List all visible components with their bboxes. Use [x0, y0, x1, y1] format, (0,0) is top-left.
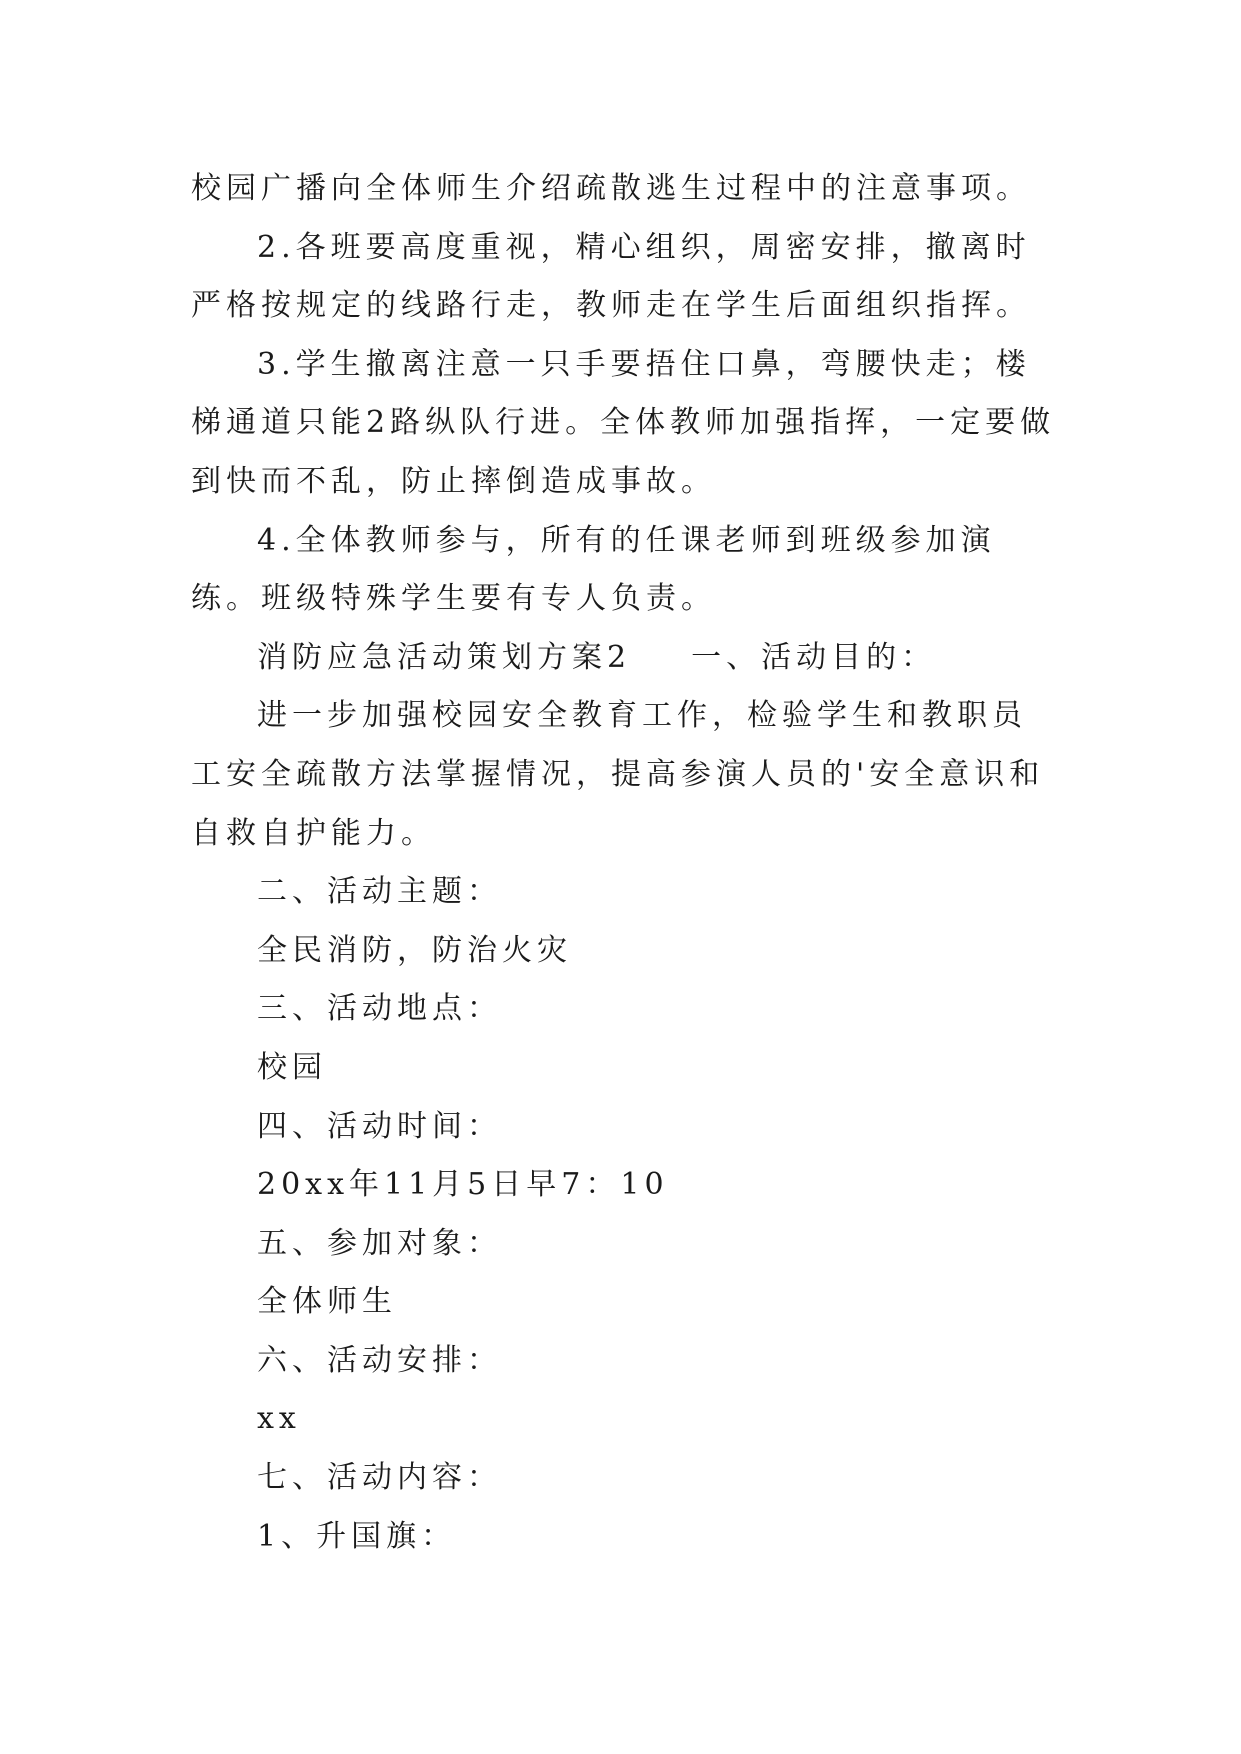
heading-arrangement: 六、活动安排：	[257, 1342, 502, 1378]
paragraph-point-3: 3.学生撤离注意一只手要捂住口鼻，弯腰快走；楼梯通道只能2路纵队行进。全体教师加强指挥，一定要做到快而不乱，防止摔倒造成事故。	[191, 346, 1056, 499]
heading-participants: 五、参加对象：	[257, 1225, 502, 1261]
paragraph-point-4: 4.全体教师参与，所有的任课老师到班级参加演练。班级特殊学生要有专人负责。	[191, 522, 996, 617]
value-arrangement: xx	[257, 1401, 301, 1437]
content-item-1: 1、升国旗：	[257, 1518, 457, 1554]
value-theme: 全民消防，防治火灾	[257, 932, 572, 968]
heading-theme: 二、活动主题：	[257, 874, 502, 910]
value-time: 20xx年11月5日早7：10	[257, 1167, 669, 1203]
paragraph-point-2: 2.各班要高度重视，精心组织，周密安排，撤离时严格按规定的线路行走，教师走在学生后面组织指挥。	[191, 229, 1031, 324]
heading-content: 七、活动内容：	[257, 1460, 502, 1496]
text-column	[191, 160, 1061, 1566]
purpose-heading: 一、活动目的：	[691, 639, 937, 675]
paragraph-purpose: 进一步加强校园安全教育工作，检验学生和教职员工安全疏散方法掌握情况，提高参演人员的'安全意识和自救自护能力。	[191, 698, 1045, 851]
section-title-text: 消防应急活动策划方案2	[257, 639, 632, 675]
heading-location: 三、活动地点：	[257, 991, 502, 1027]
paragraph-broadcast: 校园广播向全体师生介绍疏散逃生过程中的注意事项。	[191, 171, 1031, 206]
value-location: 校园	[257, 1049, 327, 1085]
value-participants: 全体师生	[257, 1284, 397, 1320]
heading-time: 四、活动时间：	[257, 1108, 502, 1144]
section-title	[191, 629, 1061, 688]
